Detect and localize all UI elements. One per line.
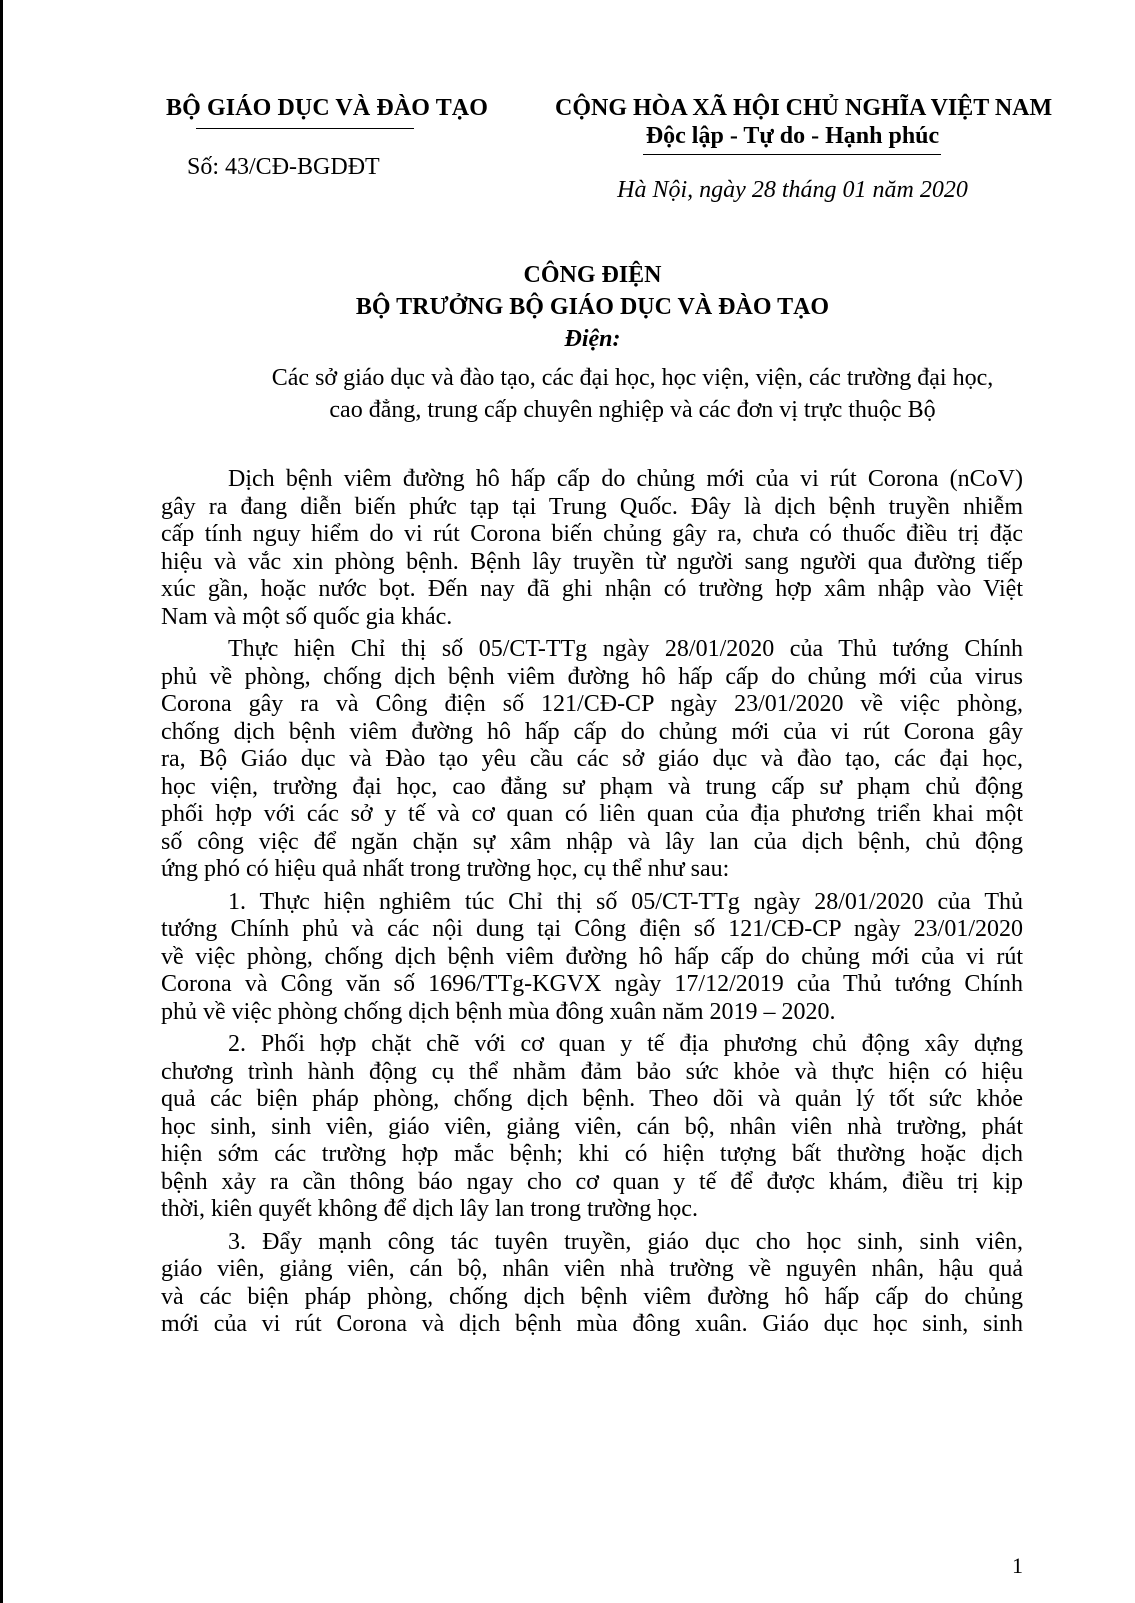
paragraph-line: bệnh xảy ra cần thông báo ngay cho cơ quan y tế để được khám, điều trị kịp <box>161 1168 1023 1195</box>
paragraph-line: học viện, trường đại học, cao đẳng sư phạm và trung cấp sư phạm chủ động <box>161 773 1023 800</box>
paragraph-line: thời, kiên quyết không để dịch lây lan trong trường học. <box>161 1196 698 1222</box>
body-paragraph <box>161 1229 1023 1339</box>
recipients <box>0 362 1135 426</box>
paragraph-line: 2. Phối hợp chặt chẽ với cơ quan y tế địa phương chủ động xây dựng <box>228 1031 1023 1057</box>
paragraph-line: và các biện pháp phòng, chống dịch bệnh viêm đường hô hấp cấp do chủng <box>161 1283 1023 1310</box>
recipient-label: Điện: <box>564 326 621 352</box>
paragraph-line: hiệu và vắc xin phòng bệnh. Bệnh lây truyền từ người sang người qua đường tiếp <box>161 548 1023 575</box>
motto-underline <box>643 154 941 155</box>
paragraph-line: xúc gần, hoặc nước bọt. Đến nay đã ghi nhận có trường hợp xâm nhập vào Việt <box>161 576 1023 602</box>
paragraph-line: ứng phó có hiệu quả nhất trong trường học, cụ thể như sau: <box>161 856 730 882</box>
paragraph-line: Thực hiện Chỉ thị số 05/CT-TTg ngày 28/01/2020 của Thủ tướng Chính <box>228 636 1023 662</box>
paragraph-line: 1. Thực hiện nghiêm túc Chỉ thị số 05/CT-TTg ngày 28/01/2020 của Thủ <box>228 888 1023 915</box>
body-paragraph <box>161 466 1023 631</box>
page-number: 1 <box>1012 1553 1023 1578</box>
paragraph-line: gây ra đang diễn biến phức tạp tại Trung Quốc. Đây là dịch bệnh truyền nhiễm <box>161 493 1023 520</box>
paragraph-line: phủ về việc phòng chống dịch bệnh mùa đông xuân năm 2019 – 2020. <box>161 998 836 1025</box>
paragraph-line: hiện sớm các trường hợp mắc bệnh; khi có hiện tượng bất thường hoặc dịch <box>161 1141 1023 1167</box>
paragraph-line: quả các biện pháp phòng, chống dịch bệnh. Theo dõi và quản lý tốt sức khỏe <box>161 1086 1023 1112</box>
paragraph-line: mới của vi rút Corona và dịch bệnh mùa đông xuân. Giáo dục học sinh, sinh <box>161 1311 1023 1337</box>
paragraph-line: số công việc để ngăn chặn sự xâm nhập và lây lan của dịch bệnh, chủ động <box>161 828 1023 855</box>
issuing-ministry: BỘ GIÁO DỤC VÀ ĐÀO TẠO <box>165 95 489 121</box>
body-paragraph <box>161 636 1023 884</box>
document-number: Số: 43/CĐ-BGDĐT <box>187 154 380 180</box>
document-issuer-title: BỘ TRƯỞNG BỘ GIÁO DỤC VÀ ĐÀO TẠO <box>355 294 830 320</box>
recipients-line: Các sở giáo dục và đào tạo, các đại học, học viện, viện, các trường đại học, <box>271 365 994 391</box>
paragraph-line: giáo viên, giảng viên, cán bộ, nhân viên nhà trường về nguyên nhân, hậu quả <box>161 1256 1023 1282</box>
paragraph-line: chương trình hành động cụ thể nhằm đảm bảo sức khỏe và thực hiện có hiệu <box>161 1058 1023 1085</box>
paragraph-line: phủ về phòng, chống dịch bệnh viêm đường hô hấp cấp do chủng mới của virus <box>161 663 1023 690</box>
document-body <box>161 466 1023 1344</box>
national-motto: Độc lập - Tự do - Hạnh phúc <box>645 123 940 149</box>
body-paragraph <box>161 1031 1023 1224</box>
paragraph-line: Nam và một số quốc gia khác. <box>161 603 453 630</box>
paragraph-line: Corona gây ra và Công điện số 121/CĐ-CP ngày 23/01/2020 về việc phòng, <box>161 691 1023 717</box>
paragraph-line: tướng Chính phủ và các nội dung tại Công điện số 121/CĐ-CP ngày 23/01/2020 <box>161 916 1023 942</box>
recipients-line: cao đẳng, trung cấp chuyên nghiệp và các đơn vị trực thuộc Bộ <box>329 397 936 423</box>
paragraph-line: chống dịch bệnh viêm đường hô hấp cấp do chủng mới của vi rút Corona gây <box>161 718 1023 745</box>
paragraph-line: ra, Bộ Giáo dục và Đào tạo yêu cầu các sở giáo dục và đào tạo, các đại học, <box>161 746 1023 772</box>
paragraph-line: học sinh, sinh viên, giáo viên, giảng viên, cán bộ, nhân viên nhà trường, phát <box>161 1113 1023 1140</box>
body-paragraph <box>161 889 1023 1027</box>
paragraph-line: Corona và Công văn số 1696/TTg-KGVX ngày 17/12/2019 của Thủ tướng Chính <box>161 971 1023 997</box>
paragraph-line: 3. Đẩy mạnh công tác tuyên truyền, giáo dục cho học sinh, sinh viên, <box>228 1228 1023 1255</box>
ministry-underline <box>196 128 414 129</box>
place-and-date: Hà Nội, ngày 28 tháng 01 năm 2020 <box>617 177 968 203</box>
national-title: CỘNG HÒA XÃ HỘI CHỦ NGHĨA VIỆT NAM <box>555 95 1053 121</box>
document-type-title: CÔNG ĐIỆN <box>523 262 662 288</box>
paragraph-line: cấp tính nguy hiểm do vi rút Corona biến chủng gây ra, chưa có thuốc điều trị đặc <box>161 521 1023 547</box>
paragraph-line: về việc phòng, chống dịch bệnh viêm đường hô hấp cấp do chủng mới của vi rút <box>161 943 1023 970</box>
paragraph-line: Dịch bệnh viêm đường hô hấp cấp do chủng mới của vi rút Corona (nCoV) <box>228 466 1023 492</box>
paragraph-line: phối hợp với các sở y tế và cơ quan có liên quan của địa phương triển khai một <box>161 801 1023 827</box>
